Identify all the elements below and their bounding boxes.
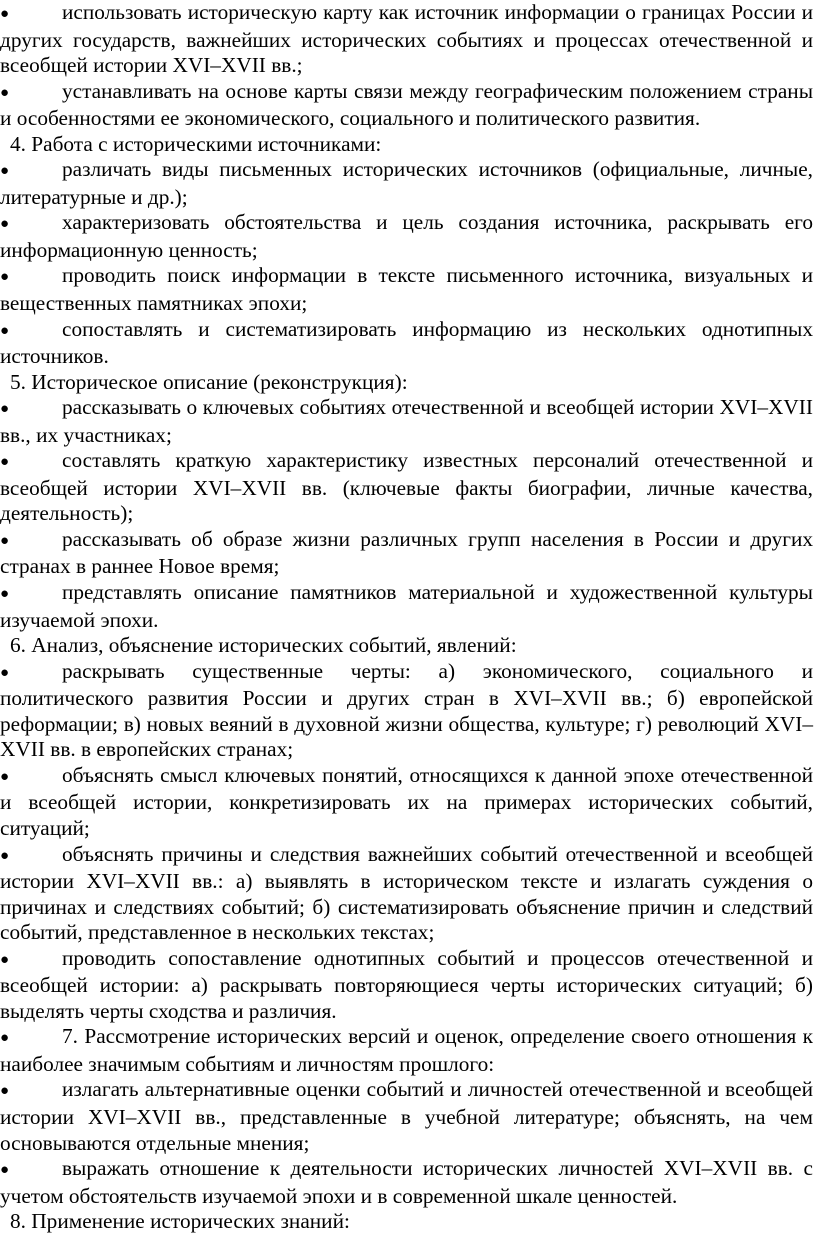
list-item-text: рассказывать об образе жизни различных групп населения в России и других странах в раннее Новое время; [0,526,813,579]
section-heading: 4. Работа с историческими источниками: [10,131,382,156]
list-item [0,1077,813,1156]
bullet-icon: ● [0,454,10,471]
bullet-icon: ● [0,269,10,286]
bullet-icon: ● [0,6,10,22]
list-item [0,448,813,527]
list-item [0,659,813,763]
section-heading-bulleted [0,1024,813,1077]
list-item-text: объяснять причины и следствия важнейших событий отечественной и всеобщей истории XVI–XVII вв.: а) выявлять в историческом тексте и излагать суждения о причинах и следствиях событий; б) систематизировать объяснение причин и следствий событий, представленное в нескольких текстах; [0,841,813,945]
list-item-text: проводить сопоставление однотипных событий и процессов отечественной и всеобщей истории: а) раскрывать повторяющиеся черты исторических ситуаций; б) выделять черты сходства и различия. [0,945,813,1023]
list-item [0,527,813,580]
list-item-text: представлять описание памятников материальной и художественной культуры изучаемой эпохи. [0,580,813,632]
section-heading: 6. Анализ, объяснение исторических событий, явлений: [10,633,517,658]
list-item [0,395,813,448]
bullet-icon: ● [0,951,10,968]
list-item [0,210,813,263]
bullet-icon: ● [0,586,10,603]
list-item-text: выражать отношение к деятельности исторических личностей XVI–XVII вв. с учетом обстоятельств изучаемой эпохи и в современной шкале ценностей. [0,1156,813,1208]
list-item [0,263,813,316]
section-heading: 5. Историческое описание (реконструкция): [10,369,408,394]
list-item [0,1156,813,1209]
list-item-text: использовать историческую карту как источник информации о границах России и других государств, важнейших исторических событиях и процессах отечественной и всеобщей истории XVI–XVII вв.; [0,0,813,78]
bullet-icon: ● [0,768,10,785]
list-item-text: составлять краткую характеристику известных персоналий отечественной и всеобщей истории XVI–XVII вв. (ключевые факты биографии, личные качества, деятельность); [0,448,813,526]
list-item-text: рассказывать о ключевых событиях отечественной и всеобщей истории XVI–XVII вв., их участниках; [0,395,813,447]
list-item [0,317,813,370]
section-heading: 8. Применение исторических знаний: [10,1209,350,1234]
bullet-icon: ● [0,401,10,418]
list-item [0,79,813,132]
list-item-text: сопоставлять и систематизировать информацию из нескольких однотипных источников. [0,316,813,369]
list-item-text: различать виды письменных исторических источников (официальные, личные, литературные и др.); [0,157,813,209]
bullet-icon: ● [0,322,10,339]
list-item-text: устанавливать на основе карты связи между географическим положением страны и особенностями ее экономического, социального и политического развития. [0,78,813,131]
bullet-icon: ● [0,84,10,101]
list-item [0,842,813,946]
bullet-icon: ● [0,1083,10,1100]
section-heading-text: 7. Рассмотрение исторических версий и оценок, определение своего отношения к наиболее значимым событиям и личностям прошлого: [0,1024,813,1076]
list-item-text: проводить поиск информации в тексте письменного источника, визуальных и вещественных памятниках эпохи; [0,263,813,316]
bullet-icon: ● [0,664,10,681]
list-item-text: объяснять смысл ключевых понятий, относящихся к данной эпохе отечественной и всеобщей истории, конкретизировать их на примерах исторических событий, ситуаций; [0,762,813,840]
list-item [0,946,813,1025]
list-item [0,763,813,842]
bullet-icon: ● [0,1162,10,1179]
list-item-text: излагать альтернативные оценки событий и личностей отечественной и всеобщей истории XVI–XVII вв., представленные в учебной литературе; объяснять, на чем основываются отдельные мнения; [0,1077,813,1155]
bullet-icon: ● [0,1030,10,1047]
list-item [0,157,813,210]
bullet-icon: ● [0,532,10,549]
list-item-text: раскрывать существенные черты: а) экономического, социального и политического развития России и других стран в XVI–XVII вв.; б) европейской реформации; в) новых веяний в духовной жизни общества, культуре; г) революций XVI–XVII вв. в европейских странах; [0,658,813,762]
list-item [0,580,813,633]
list-item-text: характеризовать обстоятельства и цель создания источника, раскрывать его информационную ценность; [0,210,813,262]
list-item [0,0,813,79]
bullet-icon: ● [0,163,10,180]
bullet-icon: ● [0,847,10,864]
bullet-icon: ● [0,216,10,233]
